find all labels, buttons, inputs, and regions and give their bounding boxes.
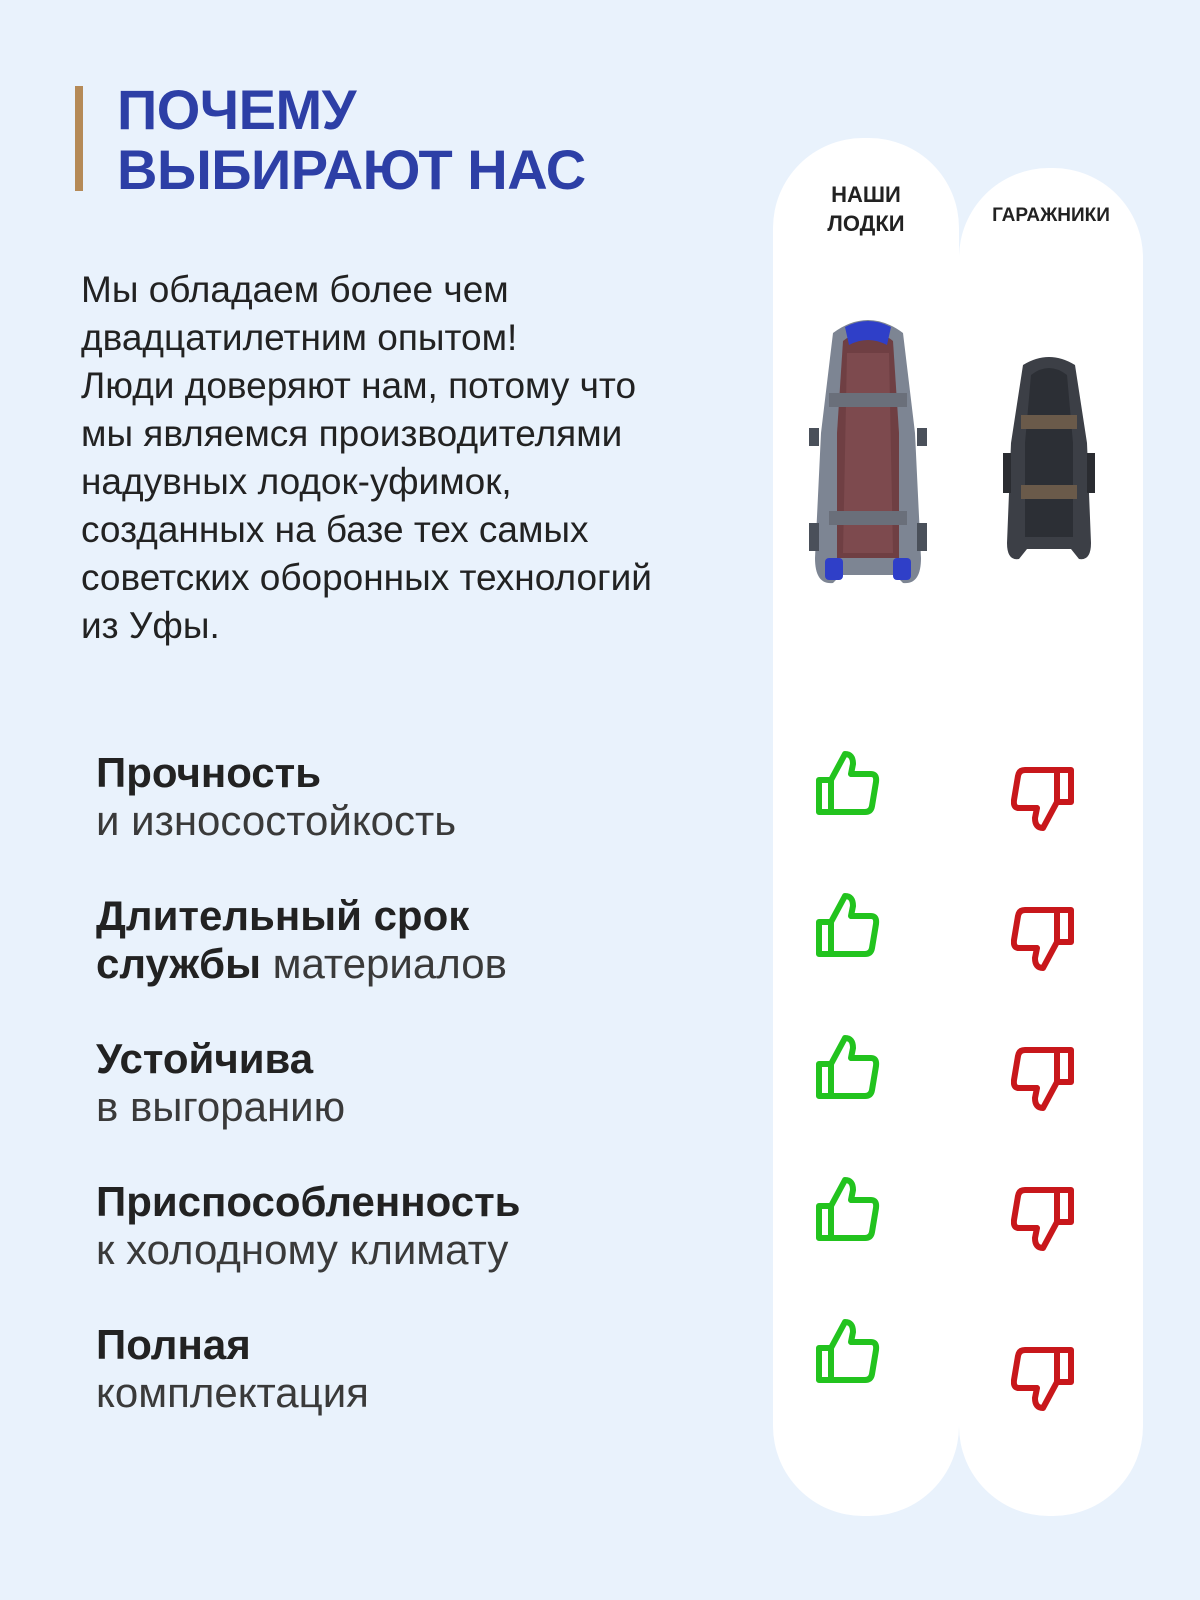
- thumbs-down-icon: [1011, 1184, 1075, 1254]
- feature-fade-resistance: Устойчива в выгоранию: [96, 1035, 346, 1130]
- thumbs-up-icon: [813, 748, 883, 818]
- title-line-1: ПОЧЕМУ: [117, 78, 356, 141]
- feature-full-set: Полная комплектация: [96, 1321, 369, 1416]
- our-boats-column: [773, 138, 959, 1516]
- thumbs-down-icon: [1011, 764, 1075, 834]
- intro-line: созданных на базе тех самых: [81, 509, 589, 550]
- thumbs-up-icon: [813, 890, 883, 960]
- thumbs-up-icon: [813, 1032, 883, 1102]
- thumbs-up-icon: [813, 1174, 883, 1244]
- garage-boat-image: [999, 353, 1099, 563]
- thumbs-down-icon: [1011, 1344, 1075, 1414]
- our-boats-label: НАШИ ЛОДКИ: [827, 182, 905, 236]
- feature-cold-climate: Приспособленность к холодному климату: [96, 1178, 521, 1273]
- intro-text: [81, 266, 741, 650]
- title-accent-bar: [75, 86, 83, 191]
- intro-line: советских оборонных технологий: [81, 557, 652, 598]
- thumbs-up-icon: [813, 1316, 883, 1386]
- garage-boats-label: ГАРАЖНИКИ: [992, 205, 1110, 226]
- intro-line: надувных лодок-уфимок,: [81, 461, 512, 502]
- our-boat-image: [803, 313, 933, 593]
- page-title: [117, 80, 586, 200]
- intro-line: Мы обладаем более чем: [81, 269, 509, 310]
- intro-line: из Уфы.: [81, 605, 220, 646]
- thumbs-down-icon: [1011, 1044, 1075, 1114]
- intro-line: двадцатилетним опытом!: [81, 317, 518, 358]
- garage-boats-column: [959, 168, 1143, 1516]
- thumbs-down-icon: [1011, 904, 1075, 974]
- intro-line: мы являемся производителями: [81, 413, 623, 454]
- title-line-2: ВЫБИРАЮТ НАС: [117, 138, 586, 201]
- intro-line: Люди доверяют нам, потому что: [81, 365, 637, 406]
- feature-durability: Прочность и износостойкость: [96, 749, 457, 844]
- feature-service-life: Длительный срок службы материалов: [96, 892, 507, 987]
